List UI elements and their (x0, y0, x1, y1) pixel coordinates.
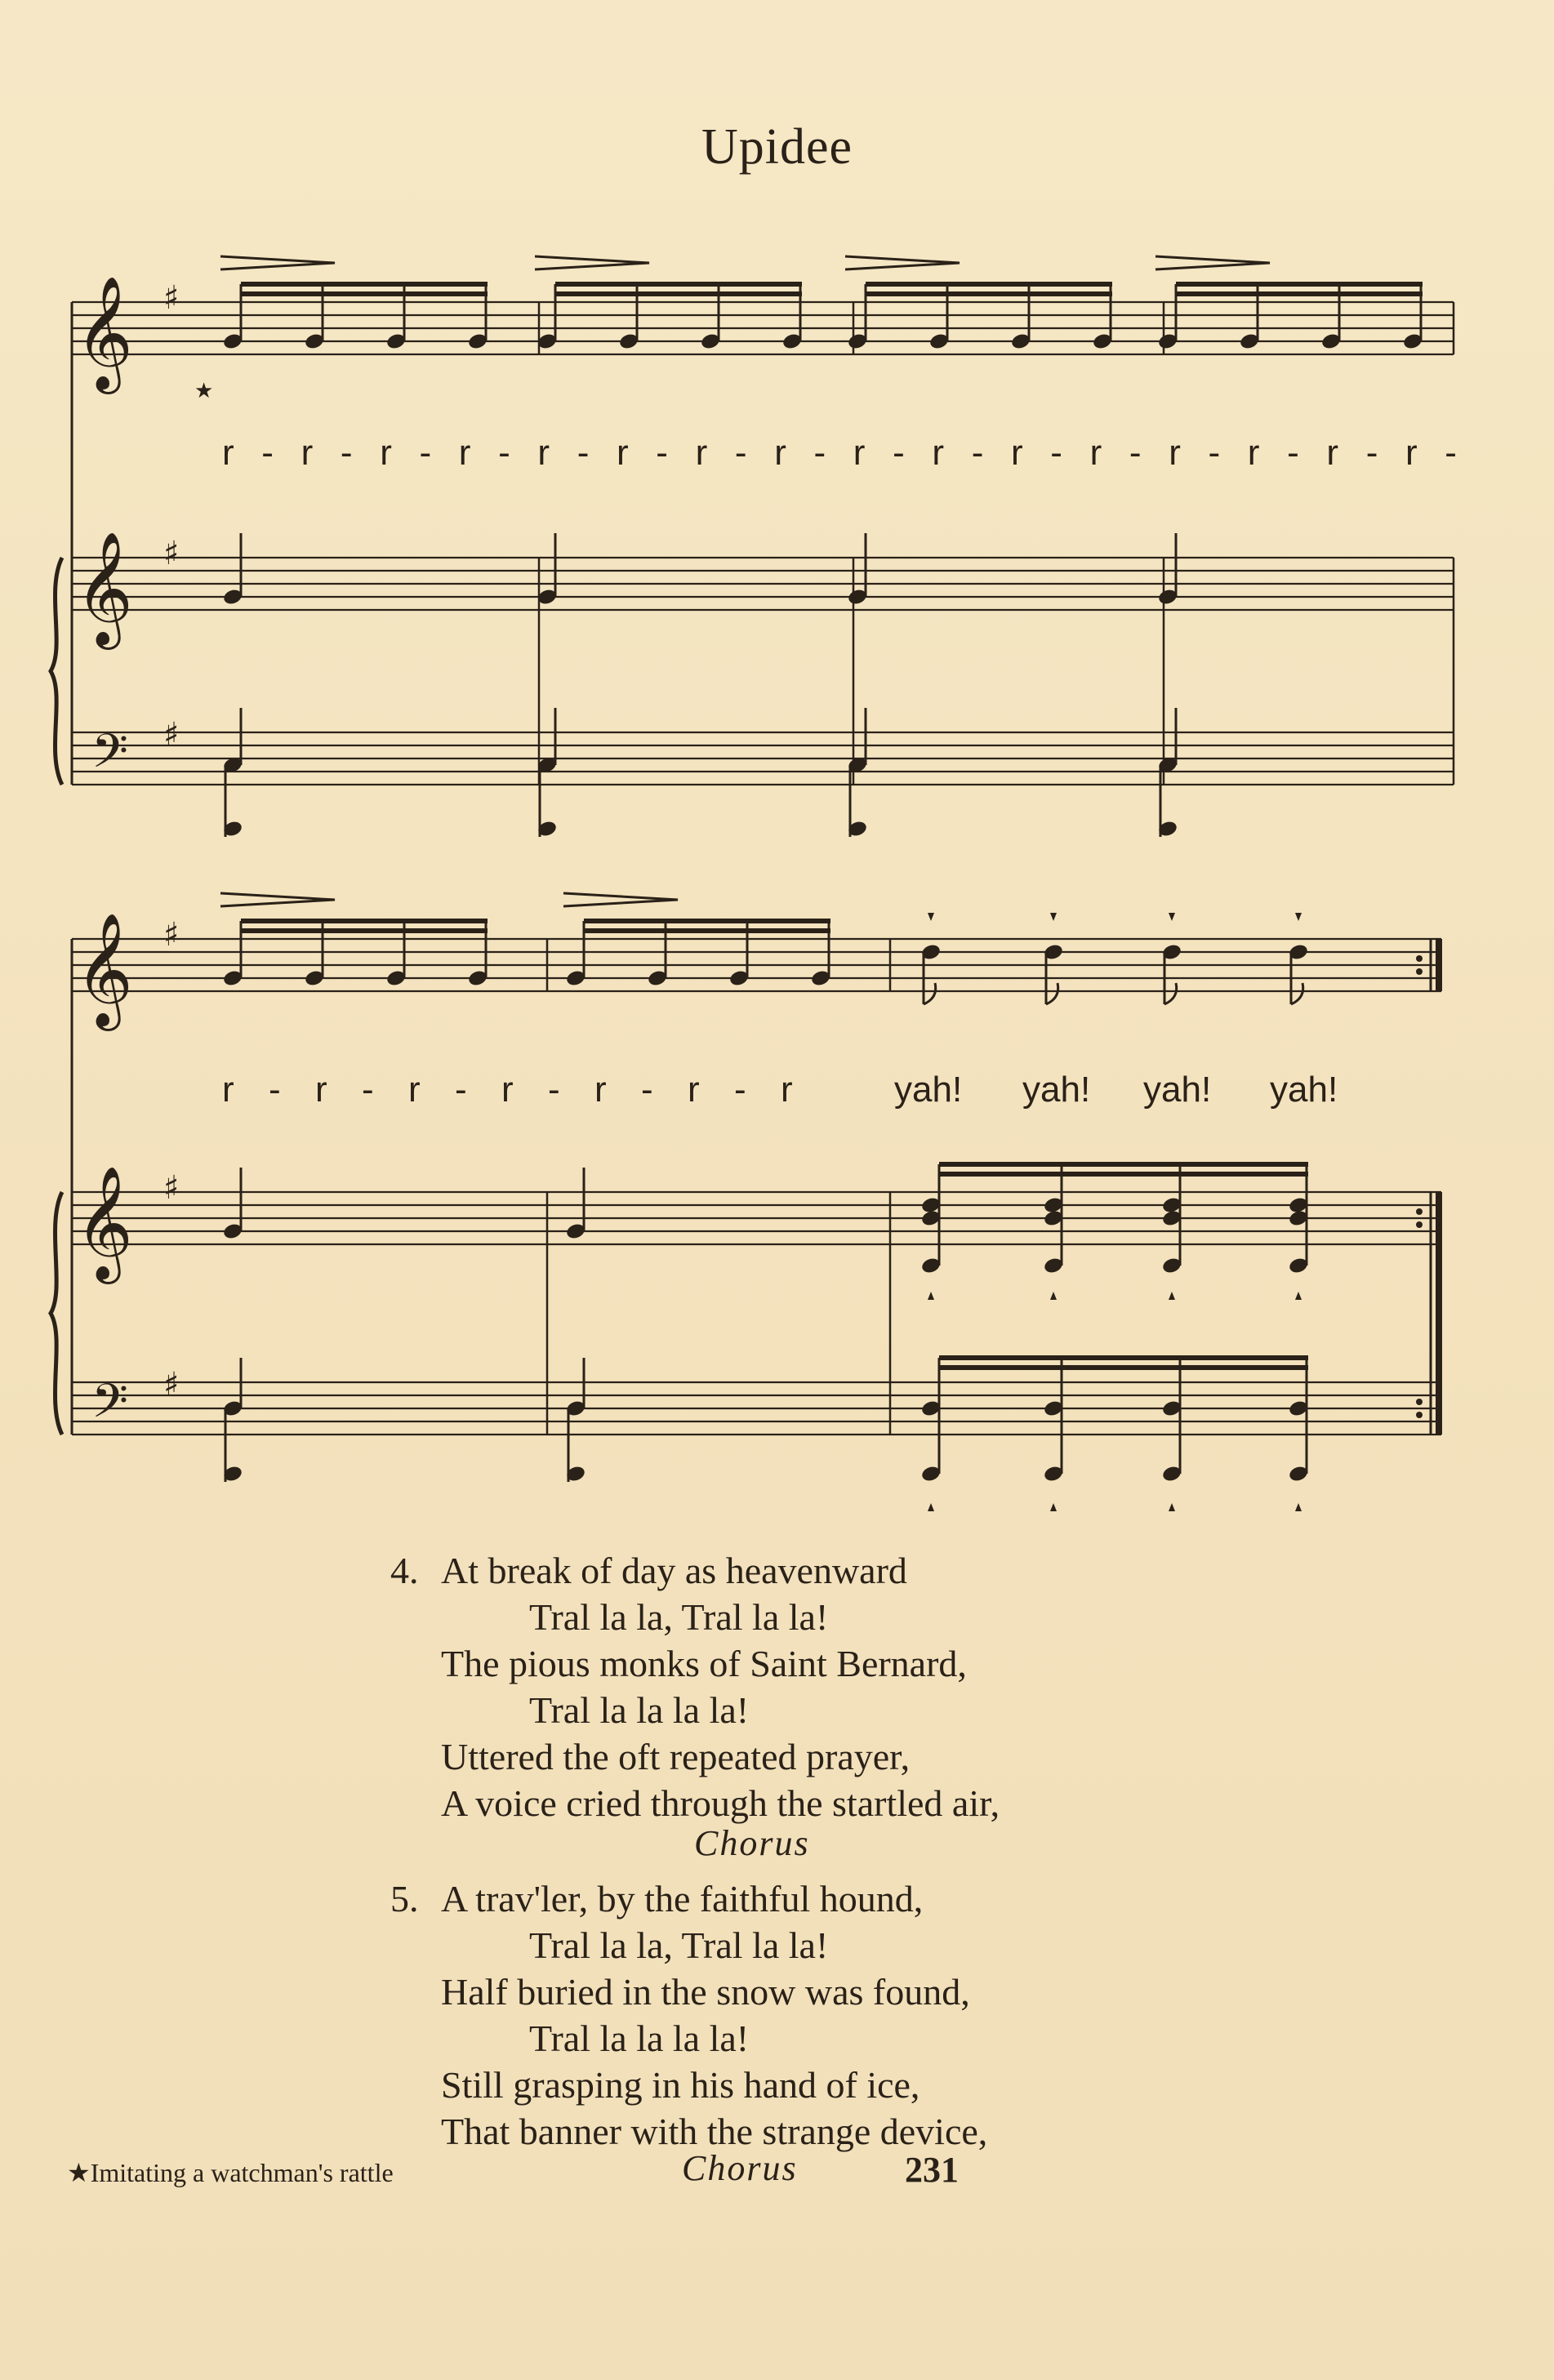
key-sharp-icon: ♯ (163, 279, 180, 317)
brace (51, 558, 62, 785)
song-title: Upidee (701, 119, 853, 175)
lyric-syllable: r (617, 433, 629, 473)
lyric-syllable: r (594, 1070, 607, 1110)
note-beam (584, 919, 830, 923)
lyric-syllable: - (340, 433, 353, 473)
verse-line (390, 2062, 1207, 2108)
verse-number: 5. (390, 1878, 419, 1920)
repeat-dot (1416, 968, 1423, 975)
verse-line (390, 1594, 1207, 1640)
note-beam (584, 928, 830, 933)
staccato-mark (1169, 1292, 1175, 1300)
bass-clef: 𝄢 (91, 723, 129, 790)
verse-line-text: Still grasping in his hand of ice, (441, 2064, 920, 2106)
lyric-syllable: r (222, 1070, 234, 1110)
note-beam (241, 282, 488, 287)
verse-line (390, 1640, 1207, 1687)
lyric-syllable: - (656, 433, 668, 473)
accent-mark (220, 893, 335, 906)
footnote: ★Imitating a watchman's rattle (67, 2158, 394, 2187)
lyric-syllable: r (1405, 433, 1418, 473)
lyric-syllable: r (537, 433, 550, 473)
verse-line-text: Tral la la, Tral la la! (529, 1596, 829, 1638)
accent-mark (535, 256, 649, 269)
lyric-syllable: - (362, 1070, 374, 1110)
note-beam (555, 291, 802, 296)
final-barline (1436, 1192, 1442, 1435)
lyric-syllable: - (269, 1070, 281, 1110)
page-number: 231 (905, 2150, 959, 2190)
lyric-syllable: r (1247, 433, 1260, 473)
lyric-syllable: - (498, 433, 510, 473)
lyric-syllable: - (971, 433, 984, 473)
verses-block (390, 1547, 1207, 2155)
staccato-mark (1050, 1503, 1057, 1511)
verse-line (390, 1733, 1207, 1780)
verse-line (390, 1875, 1207, 1922)
verse-line-text: That banner with the strange device, (441, 2111, 988, 2152)
note-beam (241, 291, 488, 296)
brace (51, 1192, 62, 1435)
lyric-syllable: - (419, 433, 432, 473)
lyric-syllable: - (1287, 433, 1299, 473)
chorus-label: Chorus (694, 1823, 810, 1863)
lyric-syllable: r (781, 1070, 793, 1110)
accent-mark (845, 256, 960, 269)
repeat-dot (1416, 1412, 1423, 1418)
lyrics-row-1 (0, 433, 1554, 482)
treble-clef: 𝄞 (75, 532, 133, 645)
lyric-syllable: - (1208, 433, 1221, 473)
lyric-syllable: - (1445, 433, 1457, 473)
note-beam (555, 282, 802, 287)
repeat-dot (1416, 955, 1423, 962)
note-beam (241, 928, 488, 933)
note-beam (1176, 282, 1423, 287)
staccato-mark (928, 1503, 934, 1511)
accent-mark (220, 256, 335, 269)
staccato-mark (1295, 913, 1302, 921)
lyric-syllable: r (1326, 433, 1339, 473)
lyric-syllable: - (1365, 433, 1378, 473)
verse-line (390, 1969, 1207, 2015)
lyric-syllable: - (1050, 433, 1062, 473)
verse-line-text: Tral la la la la! (529, 2017, 750, 2059)
lyric-syllable: r (380, 433, 392, 473)
lyric-syllable: r (695, 433, 708, 473)
lyric-syllable: r (301, 433, 314, 473)
staccato-mark (928, 1292, 934, 1300)
lyric-syllable: - (734, 433, 747, 473)
verse-chorus-line (390, 1823, 1207, 1875)
staccato-mark (1169, 913, 1175, 921)
verse-line (390, 1922, 1207, 1969)
note-beam (939, 1162, 1308, 1167)
lyrics-row-2 (0, 1070, 1554, 1119)
verse-line-text: A voice cried through the startled air, (441, 1782, 1000, 1824)
note-flag (1164, 983, 1177, 1004)
lyric-syllable: r (932, 433, 945, 473)
lyric-syllable: r (408, 1070, 421, 1110)
lyric-yah: yah! (894, 1070, 963, 1110)
lyric-syllable: r (853, 433, 866, 473)
key-sharp-icon: ♯ (163, 1366, 180, 1404)
lyric-syllable: r (315, 1070, 327, 1110)
verse-line (390, 1687, 1207, 1733)
lyric-syllable: - (548, 1070, 560, 1110)
lyric-syllable: - (577, 433, 590, 473)
note-beam (241, 919, 488, 923)
staccato-mark (1050, 913, 1057, 921)
footer-chorus: Chorus (682, 2148, 798, 2188)
verse-line-text: Half buried in the snow was found, (441, 1971, 970, 2013)
lyric-syllable: r (458, 433, 471, 473)
verse-line-text: Tral la la, Tral la la! (529, 1924, 829, 1966)
verse-line (390, 2108, 1207, 2155)
lyric-syllable: - (1129, 433, 1142, 473)
note-flag (1046, 983, 1058, 1004)
lyric-syllable: r (1089, 433, 1102, 473)
lyric-yah: yah! (1270, 1070, 1338, 1110)
key-sharp-icon: ♯ (163, 716, 180, 754)
treble-clef: 𝄞 (75, 276, 133, 389)
verse-line (390, 1547, 1207, 1594)
repeat-dot (1416, 1399, 1423, 1405)
note-beam (939, 1172, 1308, 1177)
bass-clef: 𝄢 (91, 1373, 129, 1440)
lyric-syllable: r (501, 1070, 514, 1110)
lyric-syllable: - (261, 433, 274, 473)
verse-line-text: Tral la la la la! (529, 1689, 750, 1731)
accent-mark (563, 893, 678, 906)
lyric-syllable: r (1011, 433, 1023, 473)
note-beam (939, 1355, 1308, 1360)
verse-line-text: At break of day as heavenward (441, 1550, 907, 1591)
staccato-mark (1295, 1292, 1302, 1300)
repeat-dot (1416, 1208, 1423, 1215)
note-beam (1176, 291, 1423, 296)
verse-line-text: The pious monks of Saint Bernard, (441, 1643, 967, 1684)
verse-line (390, 2015, 1207, 2062)
treble-clef: 𝄞 (75, 1166, 133, 1279)
lyric-syllable: - (641, 1070, 653, 1110)
key-sharp-icon: ♯ (163, 535, 180, 572)
accent-mark (1155, 256, 1270, 269)
lyric-syllable: r (688, 1070, 700, 1110)
staccato-mark (928, 913, 934, 921)
lyric-syllable: - (734, 1070, 746, 1110)
note-beam (866, 291, 1112, 296)
final-barline (1436, 939, 1442, 991)
lyric-syllable: - (455, 1070, 467, 1110)
staccato-mark (1050, 1292, 1057, 1300)
lyric-yah: yah! (1022, 1070, 1091, 1110)
lyric-syllable: - (813, 433, 826, 473)
lyric-yah: yah! (1143, 1070, 1212, 1110)
note-flag (1291, 983, 1303, 1004)
treble-clef: 𝄞 (75, 913, 133, 1026)
note-beam (866, 282, 1112, 287)
note-beam (939, 1365, 1308, 1370)
staccato-mark (1169, 1503, 1175, 1511)
staccato-mark (1295, 1503, 1302, 1511)
verse-line-text: A trav'ler, by the faithful hound, (441, 1878, 924, 1920)
footnote-star-icon: ★ (194, 379, 214, 403)
key-sharp-icon: ♯ (163, 916, 180, 954)
verse-line-text: Uttered the oft repeated prayer, (441, 1736, 911, 1777)
verse-number: 4. (390, 1550, 419, 1591)
repeat-dot (1416, 1221, 1423, 1228)
lyric-syllable: r (222, 433, 234, 473)
lyric-syllable: r (774, 433, 786, 473)
lyric-syllable: - (893, 433, 905, 473)
lyric-syllable: r (1169, 433, 1181, 473)
note-flag (924, 983, 936, 1004)
key-sharp-icon: ♯ (163, 1169, 180, 1207)
